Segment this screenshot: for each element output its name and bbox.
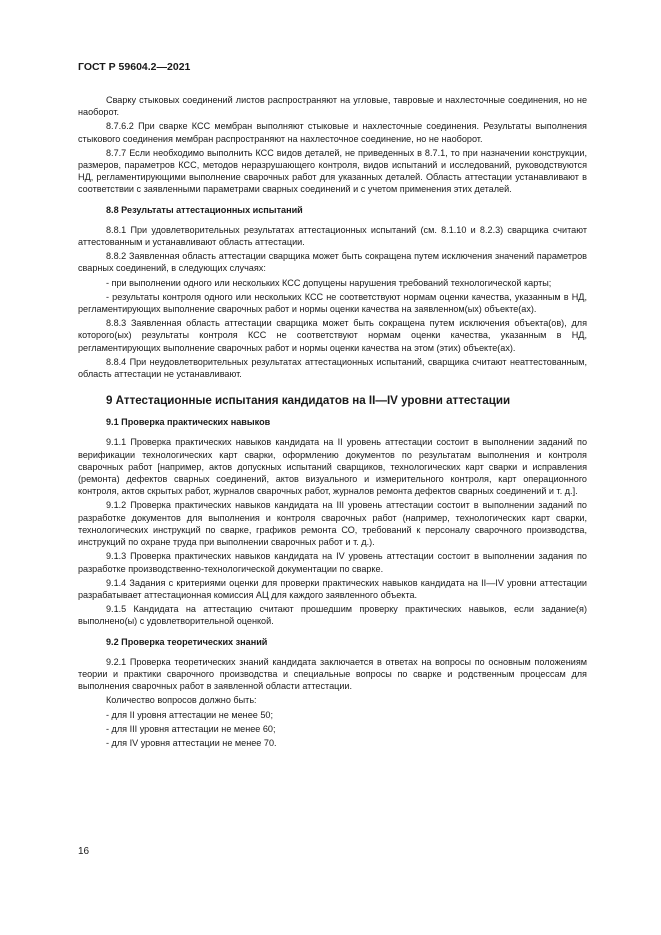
paragraph: 8.8.1 При удовлетворительных результатах аттестационных испытаний (см. 8.1.10 и 8.2.3) сварщика считают аттестованным и устанавливают область аттестации. [78,224,587,248]
paragraph: 9.2.1 Проверка теоретических знаний кандидата заключается в ответах на вопросы по основным положениям теории и практики сварочного производства и специальные вопросы по сварке и родственным процессам для выполнения сварочных работ в заявленной области аттестации. [78,656,587,692]
paragraph: 8.7.7 Если необходимо выполнить КСС видов деталей, не приведенных в 8.7.1, то при назначении конструкции, размеров, параметров КСС, методов неразрушающего контроля, видов испытаний и исследований, руководствуются НД, регламентирующими выполнение сварочных работ для указанных деталей. Область аттестации устанавливают в соответствии с заявленными параметрами сварных соединений и с учетом применения этих деталей. [78,147,587,195]
paragraph: 9.1.3 Проверка практических навыков кандидата на IV уровень аттестации состоит в выполнении задания по разработке производственно-технологической документации по сварке. [78,551,587,574]
paragraph: 8.8.3 Заявленная область аттестации сварщика может быть сокращена путем исключения объекта(ов), для которого(ых) результаты контроля КСС не соответствуют нормам оценки качества, указанным в НД, регламентирующих выполнение сварочных работ и нормы оценки качества на этом (этих) объекте(ах). [78,318,587,353]
paragraph: 8.7.6.2 При сварке КСС мембран выполняют стыковые и нахлесточные соединения. Результаты выполнения стыкового соединения мембран распространяют на нахлесточное соединение, но не наоборот. [78,121,587,144]
document-header: ГОСТ Р 59604.2—2021 [78,61,191,73]
section-heading: 8.8 Результаты аттестационных испытаний [106,204,303,215]
section-heading: 9.1 Проверка практических навыков [106,417,271,428]
paragraph: 9.1.2 Проверка практических навыков кандидата на III уровень аттестации состоит в выполнении заданий по разработке документов для выполнения и контроля сварочных работ (например, технологических карт сварки, технологических инструкций по сварке, графиков ремонта СО, требований к персоналу сварочного производства, инструкций по охране труда при выполнении сварочных работ и т. д.). [78,500,587,548]
paragraph: 8.8.4 При неудовлетворительных результатах аттестационных испытаний, сварщика считают неаттестованным, область аттестации не устанавливают. [78,356,587,380]
page-number: 16 [78,846,90,857]
paragraph: Количество вопросов должно быть: [106,695,257,706]
list-item: - для II уровня аттестации не менее 50; [106,709,273,720]
list-item: - для III уровня аттестации не менее 60; [106,723,276,734]
document-body [78,94,587,751]
chapter-heading: 9 Аттестационные испытания кандидатов на II—IV уровни аттестации [106,394,511,408]
section-heading: 9.2 Проверка теоретических знаний [106,636,268,647]
paragraph: Сварку стыковых соединений листов распространяют на угловые, тавровые и нахлесточные соединения, но не наоборот. [78,95,587,118]
paragraph: 9.1.5 Кандидата на аттестацию считают прошедшим проверку практических навыков, если задание(я) выполнено(ы) с удовлетворительной оценкой. [78,604,587,627]
list-item: - при выполнении одного или нескольких КСС допущены нарушения требований технологической карты; [106,277,552,288]
paragraph: 9.1.4 Задания с критериями оценки для проверки практических навыков кандидата на II—IV уровни аттестации разрабатывает аттестационная комиссия АЦ для каждого заявленного объекта. [78,577,587,600]
list-item: - для IV уровня аттестации не менее 70. [106,737,277,748]
paragraph: 8.8.2 Заявленная область аттестации сварщика может быть сокращена путем исключения значений параметров сварных соединений, в следующих случаях: [78,251,587,274]
paragraph: 9.1.1 Проверка практических навыков кандидата на II уровень аттестации состоит в выполнении заданий по верификации технологических карт сварки, оформлению документов по результатам выполнения и контроля сварочных работ [например, актов допускных испытаний сварщиков, технологических карт сварки и исправления (ремонта) дефектов сварных соединений, актов визуального и измерительного контроля, карт операционного контроля, актов скрытых работ, журналов сварочных работ, журналов ремонта дефектов сварных соединений и т. д.]. [78,437,587,497]
list-item: - результаты контроля одного или нескольких КСС не соответствуют нормам оценки качества, указанным в НД, регламентирующих выполнение сварочных работ и нормы оценки качества на заявленном(ых) объекте(ах). [78,291,587,315]
